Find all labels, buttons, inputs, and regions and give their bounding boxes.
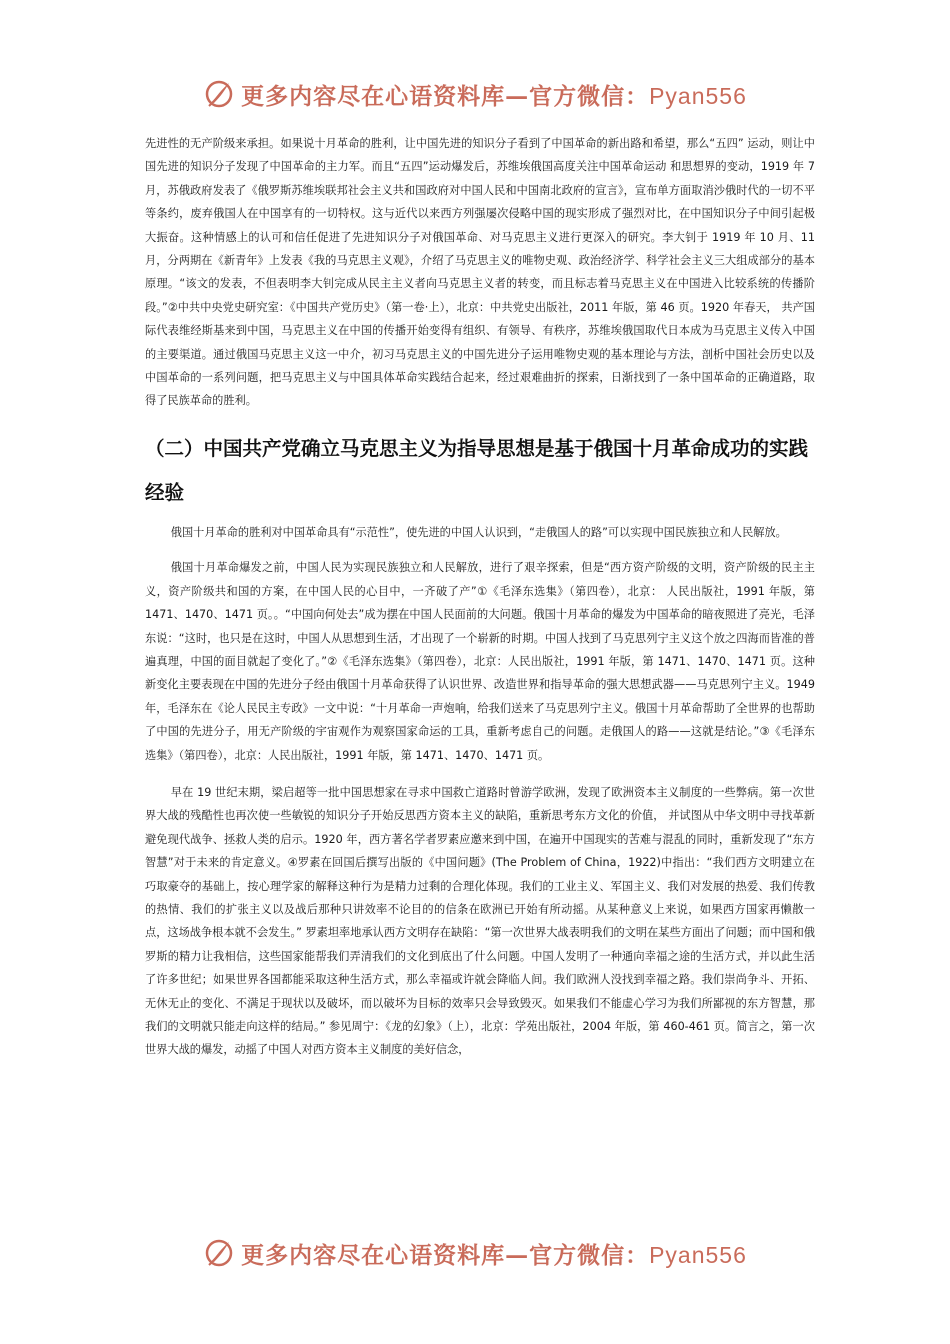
wechat-id: Pyan556	[649, 82, 747, 109]
banner-text: 更多内容尽在心语资料库—官方微信：Pyan556	[241, 82, 747, 110]
paragraph-2: 俄国十月革命的胜利对中国革命具有“示范性”，使先进的中国人认识到，“走俄国人的路”可以实现中国民族独立和人民解放。	[170, 525, 787, 539]
paragraph-3: 俄国十月革命爆发之前，中国人民为实现民族独立和人民解放，进行了艰辛探索，但是“西方资产阶级的文明，资产阶级的民主主义，资产阶级共和国的方案，在中国人民的心目中，一齐破了产”①《毛泽东选集》（第四卷），北京： 人民出版社，1991 年版，第 1471、1470、1471 页。。“中国向何处去”成为摆在中国人民面前的大问题。俄国十月革命的爆发为中国革命的暗夜照进了亮光，毛泽东说：“这时，也只是在这时，中国人从思想到生活，才出现了一个崭新的时期。中国人找到了马克思列宁主义这个放之四海而皆准的普遍真理，中国的面目就起了变化了。”②《毛泽东选集》（第四卷），北京：人民出版社，1991 年版，第 1471、1470、1471 页。这种新变化主要表现在中国的先进分子经由俄国十月革命获得了认识世界、改造世界和指导革命的强大思想武器——马克思列宁主义。1949 年，毛泽东在《论人民民主专政》一文中说：“十月革命一声炮响，给我们送来了马克思列宁主义。俄国十月革命帮助了全世界的也帮助了中国的先进分子，用无产阶级的宇宙观作为观察国家命运的工具，重新考虑自己的问题。走俄国人的路——这就是结论。”③《毛泽东选集》（第四卷），北京：人民出版社，1991 年版，第 1471、1470、1471 页。	[145, 561, 815, 762]
footer-banner	[0, 1233, 950, 1273]
paragraph-4: 早在 19 世纪末期，梁启超等一批中国思想家在寻求中国救亡道路时曾游学欧洲，发现了欧洲资本主义制度的一些弊病。第一次世界大战的残酷性也再次使一些敏锐的知识分子开始反思西方资本主义的缺陷，重新思考东方文化的价值， 并试图从中华文明中寻找革新避免现代战争、拯救人类的启示。1920 年，西方著名学者罗素应邀来到中国，在遍开中国现实的苦难与混乱的同时，重新发现了“东方智慧”对于未来的肯定意义。④罗素在回国后撰写出版的《中国问题》(The Problem of China，1922)中指出：“我们西方文明建立在巧取豪夺的基础上，按心理学家的解释这种行为是精力过剩的合理化体现。我们的工业主义、军国主义、我们对发展的热爱、我们传教的热情、我们的扩张主义以及战后那种只讲效率不论目的的信条在欧洲已开始有所动摇。从某种意义上来说，如果西方国家再懒散一点，这场战争根本就不会发生。” 罗素坦率地承认西方文明存在缺陷：“第一次世界大战表明我们的文明在某些方面出了问题；而中国和俄罗斯的精力让我相信，这些国家能帮我们弄清我们的文化到底出了什么问题。中国人发明了一种通向幸福之途的生活方式，并以此生活了许多世纪；如果世界各国都能采取这种生活方式，那么幸福或许就会降临人间。我们欧洲人没找到幸福之路。我们崇尚争斗、开拓、无休无止的变化、不满足于现状以及破坏，而以破坏为目标的效率只会导致毁灭。如果我们不能虚心学习为我们所鄙视的东方智慧，那我们的文明就只能走向这样的结局。” 参见周宁：《龙的幻象》（上），北京：学苑出版社，2004 年版，第 460-461 页。简言之，第一次世界大战的爆发，动摇了中国人对西方资本主义制度的美好信念，	[145, 785, 815, 1057]
feather-circle-logo-icon	[203, 78, 235, 110]
paragraph-1: 先进性的无产阶级来承担。如果说十月革命的胜利，让中国先进的知识分子看到了中国革命的新出路和希望，那么“五四” 运动，则让中国先进的知识分子发现了中国革命的主力军。而且“五四”运动爆发后，苏维埃俄国高度关注中国革命运动 和思想界的变动，1919 年 7 月，苏俄政府发表了《俄罗斯苏维埃联邦社会主义共和国政府对中国人民和中国南北政府的宣言》，宣布单方面取消沙俄时代的一切不平等条约，废弃俄国人在中国享有的一切特权。这与近代以来西方列强屡次侵略中国的现实形成了强烈对比，在中国知识分子中间引起极大振奋。这种情感上的认可和信任促进了先进知识分子对俄国革命、对马克思主义进行更深入的研究。李大钊于 1919 年 10 月、11 月，分两期在《新青年》上发表《我的马克思主义观》，介绍了马克思主义的唯物史观、政治经济学、科学社会主义三大组成部分的基本原理。“该文的发表，不但表明李大钊完成从民主主义者向马克思主义者的转变，而且标志着马克思主义在中国进入比较系统的传播阶段。”②中共中央党史研究室：《中国共产党历史》（第一卷·上），北京：中共党史出版社，2011 年版，第 46 页。1920 年春天， 共产国际代表维经斯基来到中国，马克思主义在中国的传播开始变得有组织、有领导、有秩序，苏维埃俄国取代日本成为马克思主义传入中国的主要渠道。通过俄国马克思主义这一中介，初习马克思主义的中国先进分子运用唯物史观的基本理论与方法，剖析中国社会历史以及中国革命的一系列问题，把马克思主义与中国具体革命实践结合起来，经过艰难曲折的探索，日渐找到了一条中国革命的正确道路，取得了民族革命的胜利。	[145, 137, 815, 408]
wechat-id: Pyan556	[649, 1241, 747, 1268]
banner-text: 更多内容尽在心语资料库—官方微信：Pyan556	[241, 1241, 747, 1269]
header-banner	[0, 74, 950, 114]
document-body	[145, 132, 815, 1062]
section-heading: （二）中国共产党确立马克思主义为指导思想是基于俄国十月革命成功的实践经验	[145, 436, 809, 504]
feather-circle-logo-icon	[203, 1237, 235, 1269]
